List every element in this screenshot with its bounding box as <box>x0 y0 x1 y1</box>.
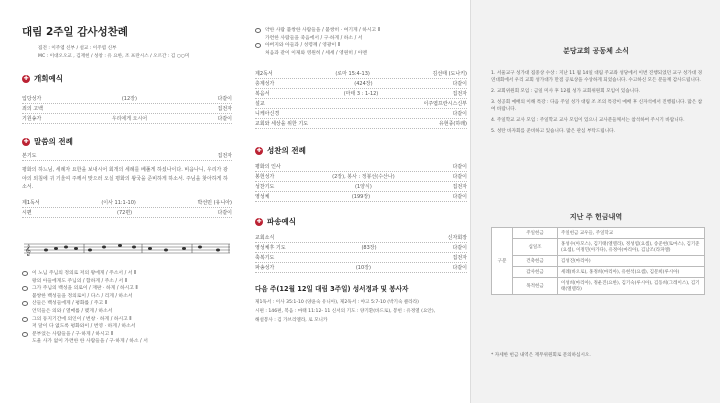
order-row <box>255 162 467 172</box>
offering-type: 십일조 <box>513 239 558 256</box>
order-row <box>22 114 232 124</box>
psalm-text: 언덕들은 의와 / 열매를 / 맺게 / 하소서 <box>32 308 113 314</box>
order-item: 영성체후 기도 <box>255 245 286 252</box>
order-detail: (10장) <box>355 265 371 272</box>
order-item: 죄의 고백 <box>22 106 43 112</box>
order-row <box>255 192 467 202</box>
order-item: 기원송가 <box>22 116 42 122</box>
order-item: 복음서 <box>255 91 270 98</box>
news-item: 4. 주일학교 교사 모임 : 주일학교 교사 모임이 있으니 교사분들께서는 참석하여 주시기 바랍니다. <box>491 118 685 123</box>
order-minister: 다같이 <box>452 245 467 252</box>
section-heading: 개회예식 <box>34 74 63 83</box>
psalm-text: 분부었는 사람들을 / 구·하게 / 하시고 Ⅱ <box>32 331 114 337</box>
section-heading: 성찬의 전례 <box>267 146 306 156</box>
circle-icon <box>255 43 261 48</box>
section-opening <box>22 73 232 84</box>
order-item: 제2독서 <box>255 71 273 78</box>
offering-table <box>491 227 705 295</box>
order-item: 평화의 인사 <box>255 164 281 171</box>
officiants-line: 집전 : 이주엽 신부 / 설교 : 이주엽 신부 <box>38 46 117 51</box>
order-minister: 집전자 <box>452 184 467 191</box>
offering-names: 이성희(마리아), 정운진(요한), 김기숙(루시아), 김동희(그레이스), 김기태(엘렐라) <box>558 278 705 295</box>
psalm-line <box>22 285 232 293</box>
psalm-text: 왕의 아들에게도 주님의 / 함하게 / 주소 / 서 Ⅱ <box>32 278 128 284</box>
order-item: 입당성가 <box>22 96 42 102</box>
order-minister: 다같이 <box>452 111 467 118</box>
order-detail: (로마 15:4-13) <box>335 71 370 78</box>
order-minister: 다같이 <box>217 116 232 122</box>
circle-icon <box>22 317 28 322</box>
order-row <box>255 172 467 182</box>
offering-group-label: 구분 <box>492 228 513 295</box>
order-detail: (83장) <box>361 245 377 252</box>
psalm-line <box>22 308 232 316</box>
next-week-lines <box>255 298 467 325</box>
offering-row <box>492 228 705 239</box>
psalm-text: 그가 주님의 백성을 의로이 / 재판 · 하게 / 하시고 Ⅱ <box>32 286 138 292</box>
psalm-text: 산들은 백성들에게 / 평화를 / 주고 Ⅱ <box>32 301 107 307</box>
order-detail: 우리에게 오시어 <box>111 116 148 122</box>
offering-type: 주일헌금 <box>513 228 558 239</box>
order-minister: 다같이 <box>217 209 232 216</box>
next-week-line: 시편 : 146편, 복음 : 마태 11:12- 11 신서의 기도 : 양기환(바드로), 봉헌 : 유정열 (요안), <box>255 309 436 315</box>
section-sacrament <box>255 145 467 156</box>
order-item: 시편 <box>22 209 32 216</box>
section-heading: 파송예식 <box>267 217 296 227</box>
order-row <box>22 208 232 218</box>
news-item: 3. 성공회 예배의 이해 특강 : 다음 주일 성가 대림 조 조의 특강이 예배 후 신자석에서 진행됩니다. 많은 참여 바랍니다. <box>491 100 703 112</box>
offering-names: 주일헌금 교우들, 주일학교 <box>558 228 705 239</box>
cross-badge-icon: ✚ <box>23 137 29 145</box>
order-minister: 다같이 <box>452 81 467 88</box>
offering-row <box>492 256 705 267</box>
next-week-line: 제1독서 : 이사 35:1-10 (양윤숙 유니아), 제2독서 : 야고 5:7-10 (박기숙 클라라) <box>255 300 419 306</box>
cross-badge-icon: ✚ <box>256 217 262 225</box>
psalm-text: 약한 사람 불쌍한 사람들을 / 불쌍히 · 여기게 / 하시고 Ⅱ <box>265 28 381 33</box>
order-item: 영성체 <box>255 194 270 201</box>
news-heading: 분당교회 공동체 소식 <box>563 47 629 55</box>
offering-names: 홍성수(아모스), 김기태(엘렐라), 정성엽(요셉), 송준현(토마스), 김기준(요셉), 이정민(아가다), 유정아(마리아), 김남조(라파엘) <box>558 239 705 256</box>
order-row <box>22 104 232 114</box>
circle-icon <box>22 301 28 306</box>
order-detail: (1양식) <box>355 184 372 191</box>
offering-heading: 지난 주 헌금내역 <box>569 213 623 221</box>
ministers-line: MC : 이대오오교 , 김재헌 / 성창 : 유 요한, 조 프란시스 / 오르간 : 김 ○○미 <box>38 54 190 59</box>
cross-badge-icon: ✚ <box>23 74 29 82</box>
order-row <box>255 119 467 129</box>
order-row <box>255 233 467 243</box>
order-detail: (이사 11:1-10) <box>101 199 136 206</box>
opening-rows <box>22 94 232 124</box>
order-item: 층계성가 <box>255 81 275 88</box>
psalm-text: 이 노님 주님의 정의로 저의 왕에게 / 주소서 / 서 Ⅱ <box>32 271 137 276</box>
order-row <box>255 253 467 263</box>
order-minister: 신자회장 <box>447 235 467 242</box>
psalm-text: 처음과 같이 이제와 영원히 / 세세 / 영원히 / 아멘 <box>265 50 367 56</box>
offering-row <box>492 267 705 278</box>
page-title: 대림 2주일 감사성찬례 <box>22 26 128 38</box>
next-week-heading: 다음 주(12월 12일 대림 3주일) 성서정과 및 봉사자 <box>255 285 409 294</box>
middle-column <box>255 27 467 325</box>
order-item: 니케아신경 <box>255 111 280 118</box>
psalm-line <box>22 323 232 331</box>
order-minister: 집전자 <box>452 255 467 262</box>
psalm-line <box>22 270 232 278</box>
order-minister: 집전자 <box>452 91 467 98</box>
order-detail: (72편) <box>117 209 133 216</box>
collect-text: 평화의 하느님, 세례자 요한을 보내시어 회개의 세례를 베풀게 하셨나이다. 비옵나니, 우리가 광야의 외침에 귀 기울여 주께서 맞으러 오실 평화의 왕국을 준비하게 하소서. 주님을 찾아하게 하소서. <box>22 167 228 190</box>
order-row <box>255 182 467 192</box>
offering-type: 감사헌금 <box>513 267 558 278</box>
offering-row <box>492 239 705 256</box>
order-minister: 다같이 <box>452 164 467 171</box>
psalm-text: 도울 사가 없이 가련한 한 사람들을 / 구·하게 / 하소 / 서 <box>32 339 148 345</box>
order-detail: (199장) <box>351 194 371 201</box>
psalm-line <box>255 27 467 35</box>
psalm-line <box>22 316 232 324</box>
psalm-text: 가련한 사람들을 죽음에서 / 구·하게 / 하소 / 서 <box>265 35 363 41</box>
psalm-line <box>255 35 467 43</box>
psalm-line <box>22 338 232 346</box>
next-week-line: 해설봉사 : 김 가브리엘라, 로 모니카 <box>255 318 328 324</box>
order-minister: 다같이 <box>452 265 467 272</box>
psalm-line <box>22 331 232 339</box>
offering-note: * 자세한 헌금 내역은 재무위원회로 문의하십시오. <box>491 353 591 358</box>
order-item: 봉헌성가 <box>255 174 275 181</box>
psalm-line <box>22 300 232 308</box>
order-item: 축복기도 <box>255 255 275 262</box>
order-minister: 김선태 (도나키) <box>432 71 467 78</box>
news-list <box>491 70 705 139</box>
psalm-text: 불쌍한 백성들을 정의로이 / 다스 / 리게 / 하소서 <box>32 293 133 299</box>
order-minister: 유현종(하래) <box>438 121 467 128</box>
order-minister: 다같이 <box>452 194 467 201</box>
circle-icon <box>22 271 28 276</box>
church-news-panel <box>470 0 720 403</box>
order-row <box>255 99 467 109</box>
psalm-text: 아버지와 아들과 / 성령께 / 영광이 Ⅱ <box>265 43 340 49</box>
offering-names: 김성진(마리아) <box>558 256 705 267</box>
order-row <box>255 79 467 89</box>
order-item: 설교 <box>255 101 265 108</box>
sacrament-rows <box>255 162 467 202</box>
order-minister: 다같이 <box>217 96 232 102</box>
order-row <box>255 89 467 99</box>
psalm-tail-lines <box>255 27 467 57</box>
order-item: 교회와 세상을 위한 기도 <box>255 121 309 128</box>
psalm-text: 저 달이 다 없도록 평화와이 / 번영 · 하게 / 하소서 <box>32 324 136 330</box>
dismissal-rows <box>255 233 467 273</box>
order-item: 본기도 <box>22 153 37 159</box>
svg-text:𝄞: 𝄞 <box>25 245 31 256</box>
order-minister: 이주엽프란시스신부 <box>423 101 467 108</box>
order-minister: 집전자 <box>217 106 232 112</box>
order-row <box>255 243 467 253</box>
psalm-line <box>22 278 232 286</box>
circle-icon <box>22 286 28 291</box>
circle-icon <box>255 28 261 33</box>
news-item: 5. 성탄 바자회를 준비하고 있습니다. 많은 관심 부탁드립니다. <box>491 129 616 134</box>
order-detail: (2장), 봉사 : 정봉선(수산나) <box>332 174 395 181</box>
order-minister: 박선민 (유니아) <box>197 199 232 206</box>
word-rows <box>22 151 232 161</box>
order-detail: (12장) <box>121 96 137 102</box>
order-minister: 다같이 <box>452 174 467 181</box>
news-item: 2. 교회위원회 모임 : 금일 미사 후 12월 성가 교회위원회 모임이 있습니다. <box>491 89 641 94</box>
cross-badge-icon: ✚ <box>256 146 262 154</box>
offering-type: 목적헌금 <box>513 278 558 295</box>
psalm-chant-notation <box>24 242 230 256</box>
order-item: 파송성가 <box>255 265 275 272</box>
section-word <box>22 136 232 147</box>
order-row <box>22 94 232 104</box>
order-minister: 집전자 <box>217 153 232 159</box>
order-row <box>22 198 232 208</box>
order-row <box>255 263 467 273</box>
psalm-text: 그의 동지기간에 의인이 / 번창 · 하게 / 하시고 Ⅱ <box>32 316 132 322</box>
order-item: 교회소식 <box>255 235 275 242</box>
order-row <box>255 69 467 79</box>
circle-icon <box>22 332 28 337</box>
psalm-lines <box>22 270 232 346</box>
reading-rows <box>22 198 232 218</box>
offering-row <box>492 278 705 295</box>
offering-names: 세례(바오로), 홍정희(마리아), 유현석(요셉), 김문희(루시아) <box>558 267 705 278</box>
psalm-line <box>22 293 232 301</box>
left-column <box>22 73 232 218</box>
reading-rows-2 <box>255 69 467 129</box>
order-row <box>22 151 232 161</box>
psalm-line <box>255 50 467 58</box>
order-detail: (424장) <box>354 81 373 88</box>
psalm-line <box>255 42 467 50</box>
section-heading: 말씀의 전례 <box>34 137 73 146</box>
order-item: 성찬기도 <box>255 184 275 191</box>
offering-type: 건축헌금 <box>513 256 558 267</box>
news-item: 1. 서울교구 성가대 집중상 수상 : 지난 11 월 14일 대림 주교좌 성당에서 이번 진행되었던 교구 성가대 경연대회에서 우리 교회 성가대가 만점 공로상을 수상하게 되었습니다. 수고하신 모든 분들께 감사드립니다. <box>491 71 703 83</box>
section-dismissal <box>255 216 467 227</box>
order-item: 제1독서 <box>22 199 40 206</box>
order-detail: (마태 3 : 1-12) <box>343 91 379 98</box>
order-row <box>255 109 467 119</box>
